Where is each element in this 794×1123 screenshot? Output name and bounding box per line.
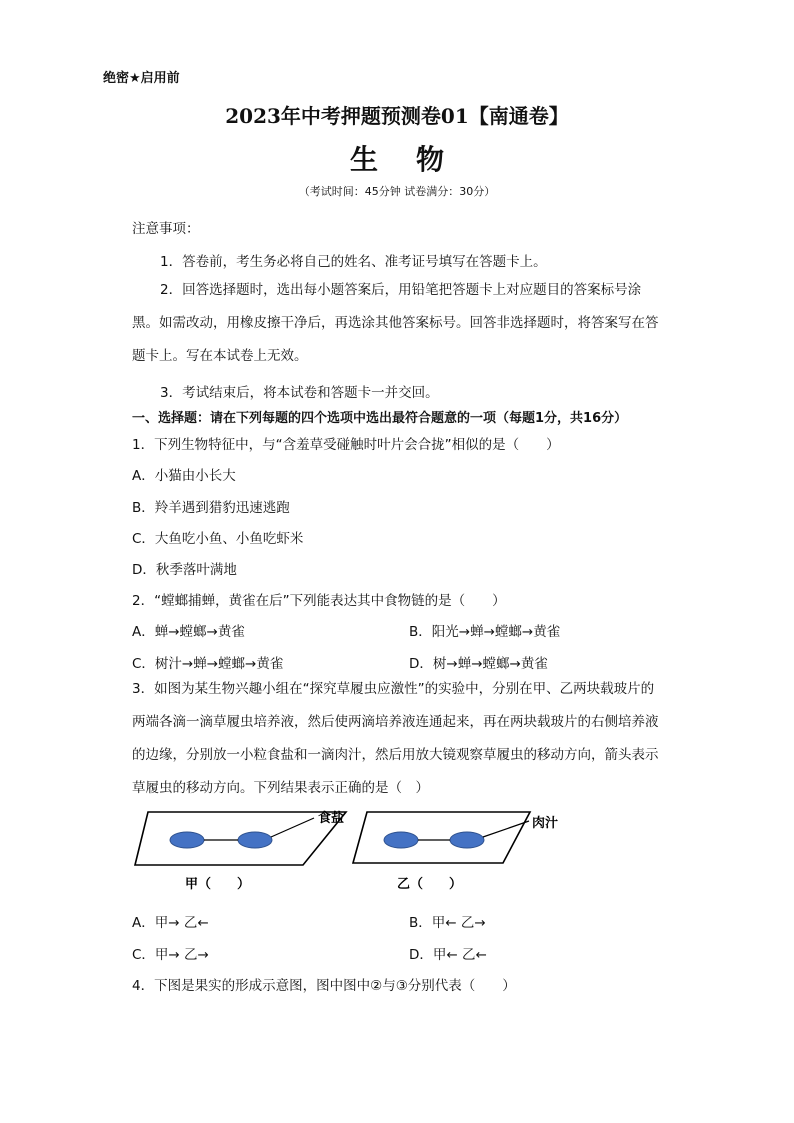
q1-option-b: B．羚羊遇到猎豹迅速逃跑 [132, 500, 290, 516]
notice-item-1: 1．答卷前，考生务必将自己的姓名、准考证号填写在答题卡上。 [160, 254, 547, 270]
q3-option-d: D．甲← 乙← [409, 947, 487, 963]
q3-option-a: A．甲→ 乙← [132, 915, 209, 931]
slide-yi [353, 812, 530, 863]
q1-option-d: D．秋季落叶满地 [132, 562, 237, 578]
caption-jia: 甲（ ） [185, 877, 251, 892]
drop-jia-right [238, 832, 272, 848]
question-1-stem: 1．下列生物特征中，与“含羞草受碰触时叶片会合拢”相似的是（ ） [132, 437, 560, 453]
question-2-stem: 2．“螳螂捕蝉，黄雀在后”下列能表达其中食物链的是（ ） [132, 593, 506, 609]
exam-info: （考试时间：45分钟 试卷满分：30分） [298, 185, 496, 198]
question-3-stem: 3．如图为某生物兴趣小组在“探究草履虫应激性”的实验中，分别在甲、乙两块载玻片的两端各滴一滴草履虫培养液，然后使两滴培养液连通起来，再在两块载玻片的右侧培养液的边缘，分别放一小粒食盐和一滴肉汁，然后用放大镜观察草履虫的移动方向，箭头表示草履虫的移动方向。下列结果表示正确的是（ ） [132, 681, 659, 796]
notice-heading: 注意事项： [132, 221, 200, 237]
q3-option-c: C．甲→ 乙→ [132, 947, 209, 963]
drop-jia-left [170, 832, 204, 848]
salt-pointer [271, 818, 314, 837]
q3-option-b: B．甲← 乙→ [409, 915, 486, 931]
label-meat-juice: 肉汁 [532, 816, 559, 831]
drop-yi-left [384, 832, 418, 848]
notice-item-3: 3．考试结束后，将本试卷和答题卡一并交回。 [160, 385, 439, 401]
drop-yi-right [450, 832, 484, 848]
question-4-stem: 4．下图是果实的形成示意图，图中图中②与③分别代表（ ） [132, 978, 516, 994]
notice-item-2: 2．回答选择题时，选出每小题答案后，用铅笔把答题卡上对应题目的答案标号涂黑。如需改动，用橡皮擦干净后，再选涂其他答案标号。回答非选择题时，将答案写在答题卡上。写在本试卷上无效。 [132, 282, 659, 364]
caption-yi: 乙（ ） [397, 877, 463, 892]
q2-option-d: D．树→蝉→螳螂→黄雀 [409, 656, 548, 672]
q1-option-c: C．大鱼吃小鱼、小鱼吃虾米 [132, 531, 304, 547]
label-salt: 食盐 [318, 811, 345, 826]
exam-title: 2023年中考押题预测卷01【南通卷】 [225, 104, 569, 128]
paramecium-figure [130, 806, 580, 898]
secret-mark: 绝密★启用前 [103, 71, 180, 86]
section-heading: 一、选择题：请在下列每题的四个选项中选出最符合题意的一项（每题1分，共16分） [132, 411, 628, 426]
subject-char-1: 生 [349, 143, 378, 176]
subject-char-2: 物 [416, 143, 445, 176]
q1-option-a: A．小猫由小长大 [132, 468, 236, 484]
subject-title [0, 138, 794, 178]
meat-pointer [483, 821, 529, 837]
q2-option-b: B．阳光→蝉→螳螂→黄雀 [409, 624, 561, 640]
q2-option-c: C．树汁→蝉→螳螂→黄雀 [132, 656, 284, 672]
q2-option-a: A．蝉→螳螂→黄雀 [132, 624, 245, 640]
